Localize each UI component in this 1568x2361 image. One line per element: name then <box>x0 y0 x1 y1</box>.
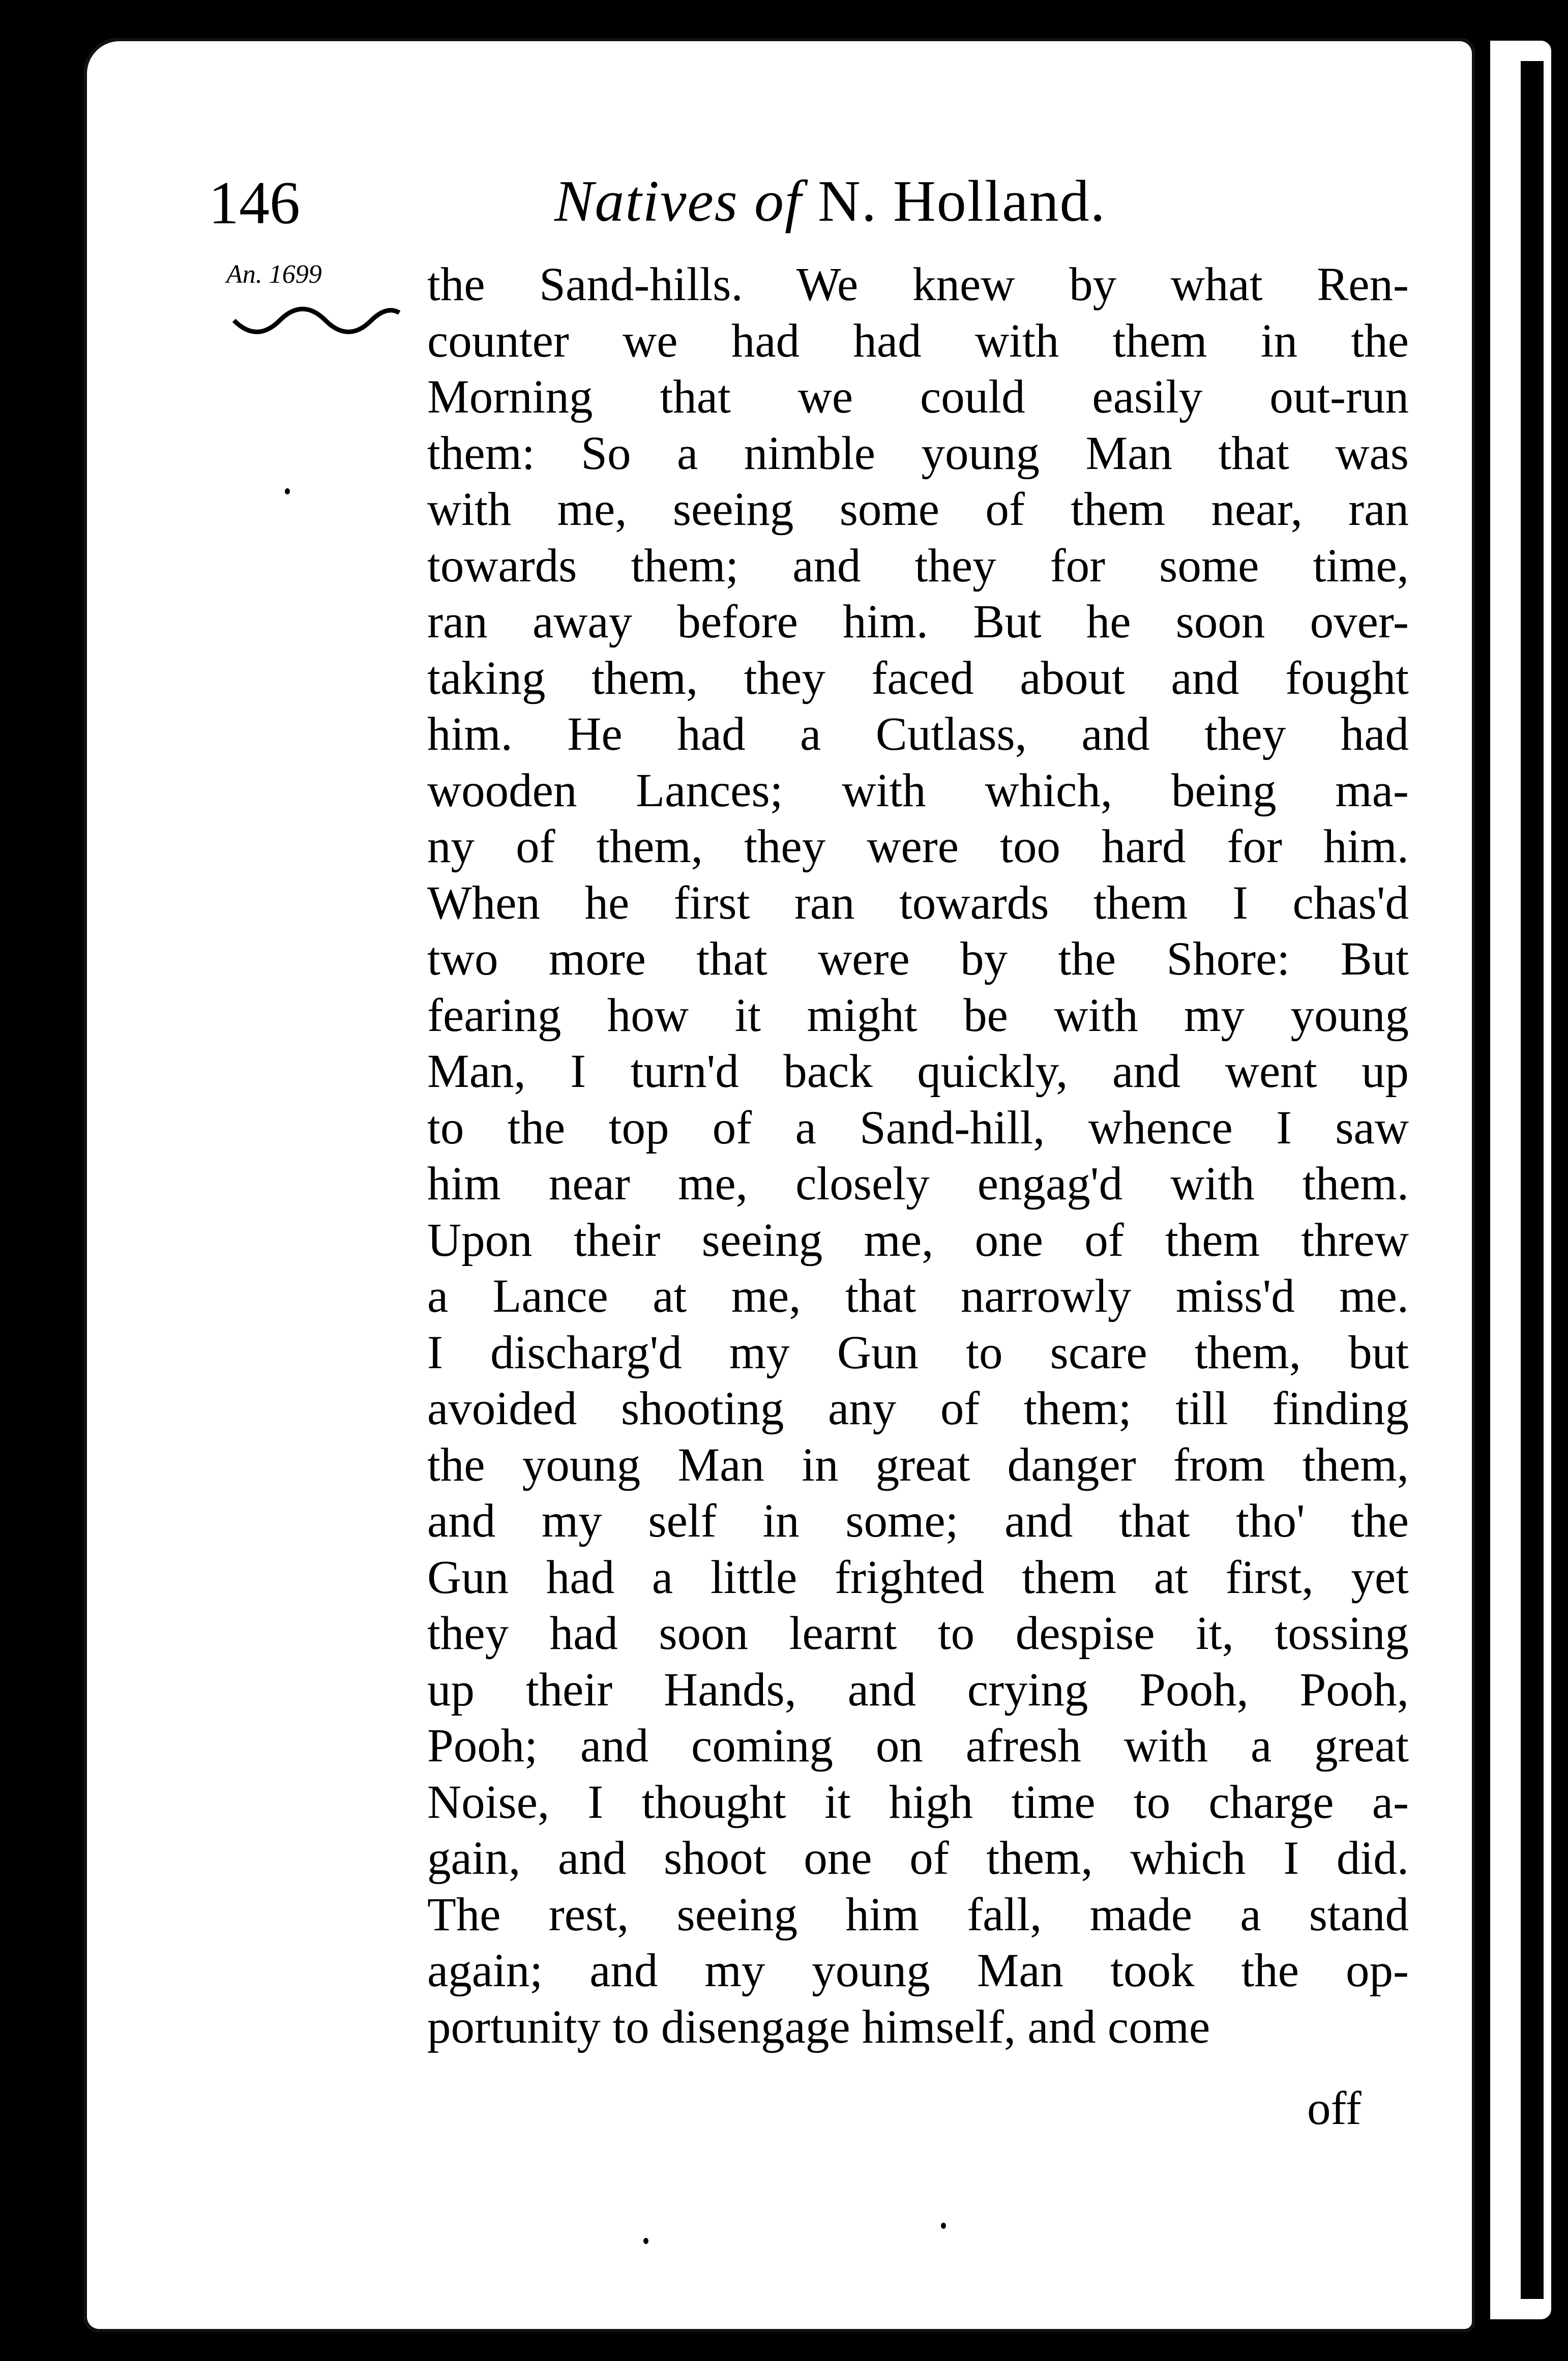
running-title <box>554 168 1106 235</box>
text-line: fearing how it might be with my young <box>427 989 1409 1042</box>
text-line: a Lance at me, that narrowly miss'd me. <box>427 1270 1409 1322</box>
text-line: taking them, they faced about and fought <box>427 652 1409 704</box>
text-line: and my self in some; and that tho' the <box>427 1495 1409 1547</box>
ink-speck <box>643 2238 648 2244</box>
text-line: When he first ran towards them I chas'd <box>427 876 1409 929</box>
text-line: Pooh; and coming on afresh with a great <box>427 1720 1409 1772</box>
text-line: The rest, seeing him fall, made a stand <box>427 1888 1409 1941</box>
text-line: them: So a nimble young Man that was <box>427 427 1409 480</box>
text-line: with me, seeing some of them near, ran <box>427 483 1409 536</box>
text-line: they had soon learnt to despise it, tossing <box>427 1607 1409 1660</box>
text-line: up their Hands, and crying Pooh, Pooh, <box>427 1663 1409 1716</box>
text-line: portunity to disengage himself, and come <box>427 2000 1210 2053</box>
margin-year-note: An. 1699 <box>226 260 322 289</box>
text-line: towards them; and they for some time, <box>427 539 1409 592</box>
text-line: wooden Lances; with which, being ma- <box>427 764 1409 817</box>
text-line: again; and my young Man took the op- <box>427 1944 1409 1997</box>
catchword: off <box>1307 2082 1362 2135</box>
page-header <box>209 168 1226 249</box>
text-line: ny of them, they were too hard for him. <box>427 820 1409 873</box>
running-title-italic: Natives of <box>554 169 803 234</box>
text-line: Morning that we could easily out-run <box>427 371 1409 423</box>
page-gutter-shadow <box>1521 61 1544 2299</box>
text-line: Noise, I thought it high time to charge a- <box>427 1776 1409 1828</box>
running-title-roman: N. Holland. <box>818 169 1106 234</box>
text-line: Gun had a little frighted them at first, yet <box>427 1551 1409 1604</box>
ink-speck <box>941 2223 946 2229</box>
text-line: avoided shooting any of them; till finding <box>427 1382 1409 1435</box>
text-line: ran away before him. But he soon over- <box>427 596 1409 648</box>
text-line: the young Man in great danger from them, <box>427 1438 1409 1491</box>
text-line: two more that were by the Shore: But <box>427 933 1409 985</box>
text-line: to the top of a Sand-hill, whence I saw <box>427 1101 1409 1154</box>
text-line: gain, and shoot one of them, which I did. <box>427 1832 1409 1884</box>
text-line: the Sand-hills. We knew by what Ren- <box>427 258 1409 311</box>
margin-ornament-icon <box>229 300 402 336</box>
text-line: him near me, closely engag'd with them. <box>427 1158 1409 1210</box>
body-text <box>427 257 1409 2055</box>
text-line: him. He had a Cutlass, and they had <box>427 708 1409 760</box>
text-line: counter we had had with them in the <box>427 314 1409 367</box>
ink-speck <box>285 488 290 494</box>
text-line: I discharg'd my Gun to scare them, but <box>427 1326 1409 1379</box>
page-number: 146 <box>209 169 300 237</box>
text-line: Upon their seeing me, one of them threw <box>427 1214 1409 1266</box>
text-line: Man, I turn'd back quickly, and went up <box>427 1045 1409 1098</box>
